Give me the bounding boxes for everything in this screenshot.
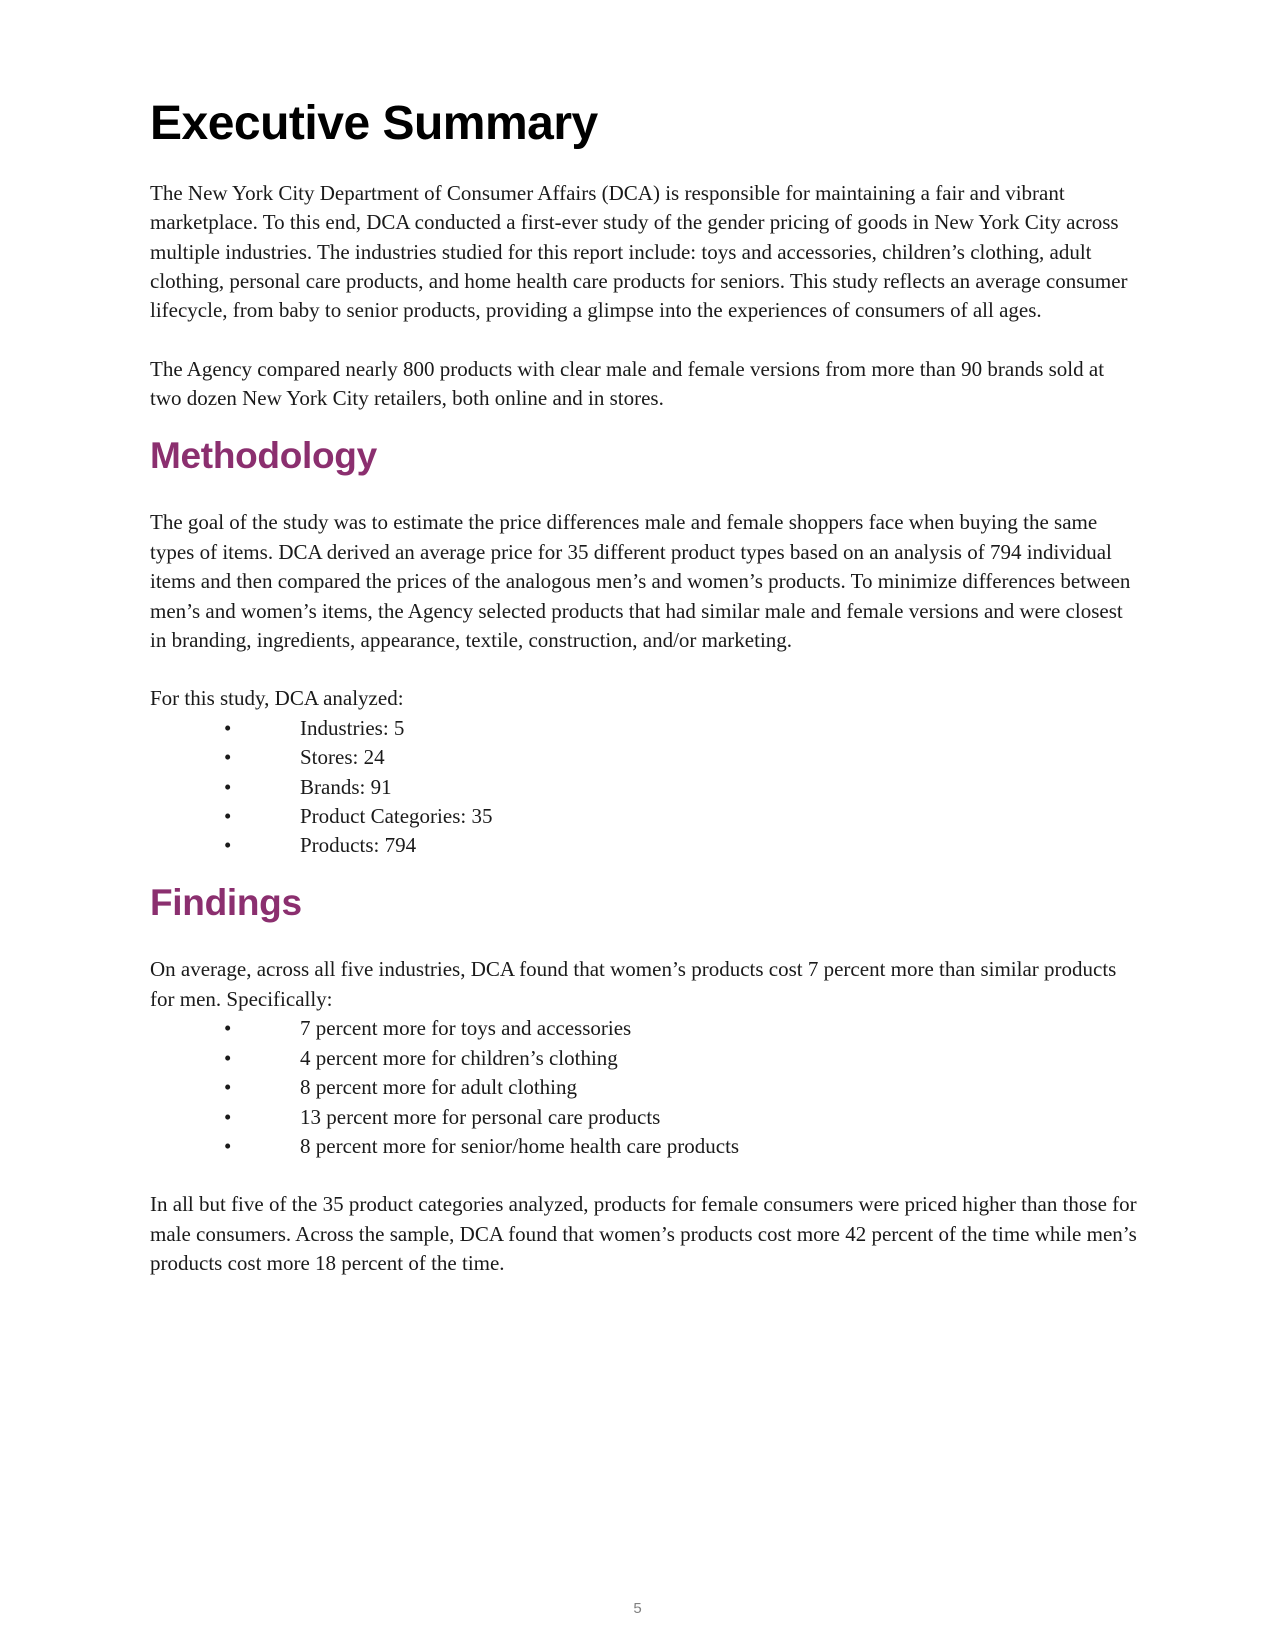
list-item-text: 8 percent more for adult clothing [300, 1075, 577, 1100]
findings-heading: Findings [150, 881, 302, 923]
list-item-text: Brands: 91 [300, 774, 392, 799]
list-item [150, 773, 1140, 802]
list-item-text: 8 percent more for senior/home health care products [300, 1133, 740, 1158]
list-item [150, 802, 1140, 831]
bullet-icon: • [224, 1075, 232, 1100]
bullet-icon: • [224, 1016, 232, 1041]
list-item [150, 1014, 1140, 1043]
bullet-icon: • [224, 833, 232, 858]
list-item [150, 1044, 1140, 1073]
page-number: 5 [633, 1600, 642, 1617]
methodology-heading: Methodology [150, 434, 377, 476]
page-title: Executive Summary [150, 97, 598, 150]
list-item-text: 7 percent more for toys and accessories [300, 1016, 632, 1041]
bullet-icon: • [224, 745, 232, 770]
methodology-list [150, 714, 1140, 861]
list-item-text: Stores: 24 [300, 745, 385, 770]
list-item-text: 13 percent more for personal care products [300, 1104, 661, 1129]
list-item-text: Products: 794 [300, 833, 417, 858]
list-item [150, 1132, 1140, 1161]
bullet-icon: • [224, 774, 232, 799]
bullet-icon: • [224, 1104, 232, 1129]
list-item [150, 1073, 1140, 1102]
bullet-icon: • [224, 1045, 232, 1070]
bullet-icon: • [224, 715, 232, 740]
findings-closing-paragraph: In all but five of the 35 product categories analyzed, products for female consumers were priced higher than those for male consumers. Across the sample, DCA found that women’s products cost more 42 percent of the time while men’s products cost more 18 percent of the time. [150, 1192, 1137, 1276]
list-item-text: 4 percent more for children’s clothing [300, 1045, 618, 1070]
list-item-text: Product Categories: 35 [300, 803, 493, 828]
bullet-icon: • [224, 1133, 232, 1158]
list-item [150, 1103, 1140, 1132]
findings-intro: On average, across all five industries, DCA found that women’s products cost 7 percent more than similar products for men. Specifically: [150, 957, 1117, 1011]
summary-paragraph-2: The Agency compared nearly 800 products with clear male and female versions from more than 90 brands sold at two dozen New York City retailers, both online and in stores. [150, 356, 1105, 411]
document-page [150, 98, 1140, 1308]
bullet-icon: • [224, 803, 232, 828]
summary-paragraph-1: The New York City Department of Consumer Affairs (DCA) is responsible for maintaining a fair and vibrant marketplace. To this end, DCA conducted a first-ever study of the gender pricing of goods in New York City across multiple industries. The industries studied for this report include: toys and accessories, children’s clothing, adult clothing, personal care products, and home health care products for seniors. This study reflects an average consumer lifecycle, from baby to senior products, providing a glimpse into the experiences of consumers of all ages. [150, 180, 1128, 323]
list-item [150, 743, 1140, 772]
findings-list [150, 1014, 1140, 1161]
list-item-text: Industries: 5 [300, 715, 405, 740]
list-item [150, 831, 1140, 860]
list-item [150, 714, 1140, 743]
methodology-paragraph: The goal of the study was to estimate the price differences male and female shoppers face when buying the same types of items. DCA derived an average price for 35 different product types based on an analysis of 794 individual items and then compared the prices of the analogous men’s and women’s products. To minimize differences between men’s and women’s items, the Agency selected products that had similar male and female versions and were closest in branding, ingredients, appearance, textile, construction, and/or marketing. [150, 510, 1131, 652]
methodology-list-intro: For this study, DCA analyzed: [150, 686, 404, 711]
